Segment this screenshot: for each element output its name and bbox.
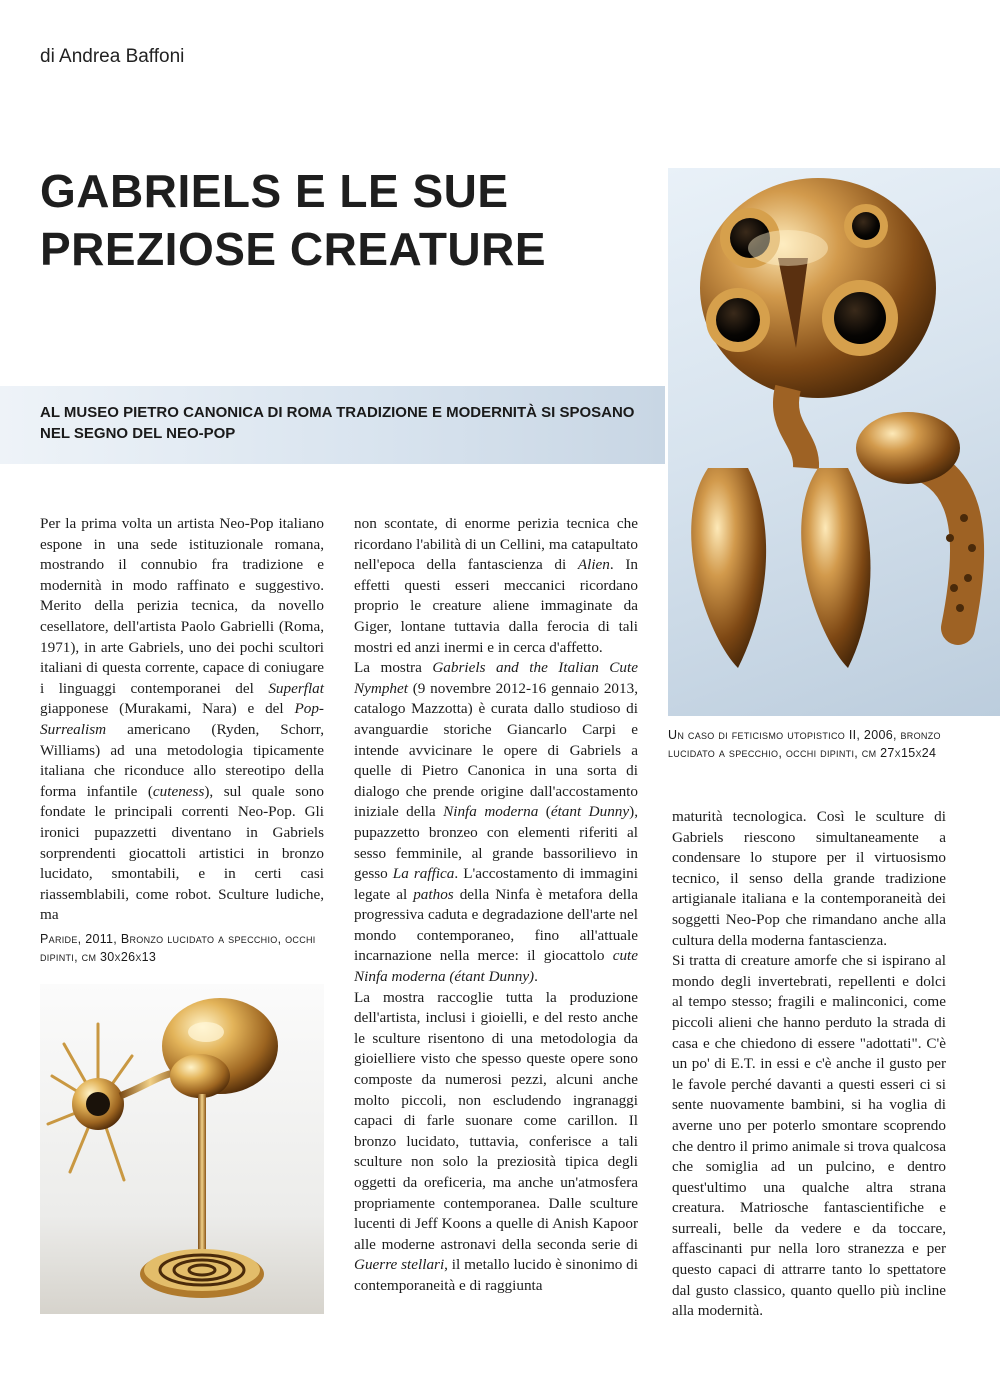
caption-text: , 2011, Bronzo lucidato a specchio, occhi dipinti, cm 30x26x13 xyxy=(40,932,316,964)
title-line-1: GABRIELS E LE SUE xyxy=(40,165,509,217)
paragraph: Si tratta di creature amorfe che si ispirano al mondo degli invertebrati, repellenti e dolci al tempo stesso; fragili e malinconici, come piccoli alieni che hanno perduto la strada di casa e che chiedono di essere "adottati". C'è un po' di E.T. in essi e c'è anche il gusto per le favole perché davanti a questi esseri ci si sente nuovamente bambini, si ha voglia di averne uno per poterlo smontare scoprendo che dentro il primo animale si trova qualcosa che somiglia ad un pulcino, e dentro quest'ultimo una qualche altra strana creatura. Matriosche fantascientifiche e surreali, belle da vedere e da toccare, affascinanti pur nella loro stranezza e per questo capaci di attrarre tanto lo spettatore dal gusto classico, quanto quello più incline alla modernità. xyxy=(672,952,946,1320)
paride-sculpture-illustration xyxy=(40,984,324,1314)
paragraph: La mostra raccoglie tutta la produzione dell'artista, inclusi i gioielli, e del resto anche le sculture risentono di una metodologia da gioielliere visto che spesso queste opere sono composte da numerosi pezzi, alcuni anche molto piccoli, non escludendo ingranaggi capaci di farle suonare come carillon. Il bronzo lucidato, tuttavia, conferisce a tali sculture non solo la preziosità tipica degli oggetti da oreficeria, ma anche un'atmosfera propriamente contemporanea. Dalle sculture lucenti di Jeff Koons a quelle di Anish Kapoor alle moderne astronavi della seconda serie di Guerre stellari, il metallo lucido è sinonimo di contemporaneità e di raggiunta xyxy=(354,988,638,1294)
caption-paride xyxy=(40,930,324,966)
caption-feticismo xyxy=(668,726,958,762)
byline: di Andrea Baffoni xyxy=(40,46,185,67)
text-column-1 xyxy=(40,514,324,926)
feticismo-sculpture-illustration xyxy=(668,168,1000,716)
caption-title: Un caso di feticismo utopistico II xyxy=(668,728,857,742)
paragraph: La mostra Gabriels and the Italian Cute Nymphet (9 novembre 2012-16 gennaio 2013, catalogo Mazzotta) è curata dallo studioso di avanguardie storiche Giancarlo Carpi e intende avvicinare le opere di Gabriels a quelle di Pietro Canonica in una sorta di dialogo che prende origine dall'accostamento iniziale della Ninfa moderna (étant Dunny), pupazzetto bronzeo con elementi riferiti al sesso femminile, al grande bassorilievo in gesso La raffica. L'accostamento di immagini legate al pathos della Ninfa è metafora della progressiva caduta e degradazione dell'arte nel mondo contemporaneo, fino all'attuale incarnazione nella merce: il giocattolo cute Ninfa moderna (étant Dunny). xyxy=(354,659,638,986)
article-subtitle: AL MUSEO PIETRO CANONICA DI ROMA TRADIZIONE E MODERNITÀ SI SPOSANO NEL SEGNO DEL NEO-POP xyxy=(40,404,635,442)
caption-title: Paride xyxy=(40,932,78,946)
paragraph: Per la prima volta un artista Neo-Pop italiano espone in una sede istituzionale romana, mostrando il connubio fra tradizione e modernità in modo raffinato e suggestivo. Merito della perizia tecnica, da novello cesellatore, dell'artista Paolo Gabrielli (Roma, 1971), in arte Gabriels, uno dei pochi scultori italiani di questa corrente, capace di coniugare i linguaggi contemporanei del Superflat giapponese (Murakami, Nara) e del Pop-Surrealism americano (Ryden, Schorr, Williams) ad una metodologia tipicamente italiana che riconduce allo stereotipo della forma infantile (cuteness), sul quale sono fondate le principali correnti Neo-Pop. Gli ironici pupazzetti diventano in Gabriels sorprendenti giocattoli artistici in bronzo lucidato, smontabili, e in certi casi riassemblabili, come robot. Sculture ludiche, ma xyxy=(40,515,324,924)
article-title xyxy=(40,162,660,278)
photo-feticismo-sculpture xyxy=(668,168,1000,716)
paragraph: maturità tecnologica. Così le sculture di Gabriels riescono simultaneamente a condensare lo stupore per il virtuosismo tecnico, il senso della grande tradizione artigianale italiana e la contemporaneità dei soggetti Neo-Pop che rimandano anche alla cultura della moderna fantascienza. xyxy=(672,808,946,949)
title-line-2: PREZIOSE CREATURE xyxy=(40,223,547,275)
text-column-3 xyxy=(672,807,946,1322)
caption-text: , 2006, bronzo lucidato a specchio, occhi dipinti, cm 27x15x24 xyxy=(668,728,941,760)
paragraph: non scontate, di enorme perizia tecnica che ricordano l'abilità di un Cellini, ma catapultato nell'epoca della fantascienza di Alien. In effetti questi esseri meccanici ricordano proprio le creature aliene immaginate da Giger, lontane tuttavia dalla ferocia di tali mostri ed anzi inermi e in cerca d'affetto. xyxy=(354,515,638,656)
text-column-2 xyxy=(354,514,638,1297)
photo-paride-sculpture xyxy=(40,984,324,1314)
